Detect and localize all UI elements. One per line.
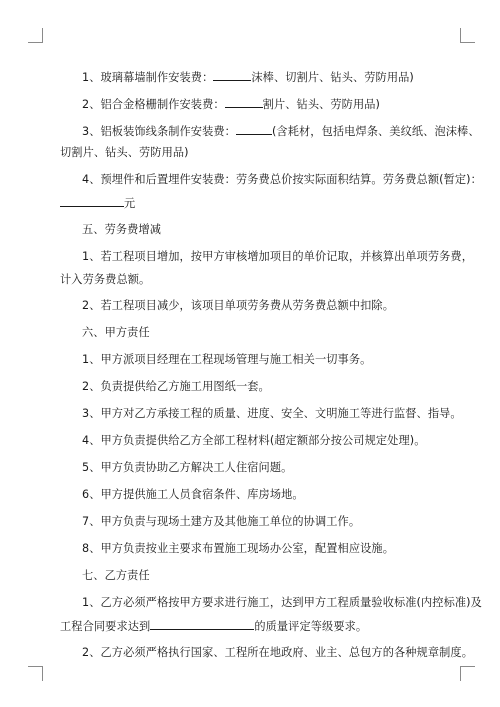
section-6-item-7: 7、甲方负责与现场土建方及其他施工单位的协调工作。 [82, 515, 361, 528]
fill-in-blank [213, 69, 251, 81]
section-6-item-8: 8、甲方负责按业主要求布置施工现场办公室，配置相应设施。 [82, 542, 394, 555]
fee-item-4: 4、预埋件和后置埋件安装费：劳务费总价按实际面积结算。劳务费总额(暂定)： [82, 173, 482, 186]
section-6-item-6: 6、甲方提供施工人员食宿条件、库房场地。 [82, 488, 304, 501]
fee-item-3-note: (含耗材，包括电焊条、美纹纸、泡沫棒、 [271, 125, 480, 138]
crop-mark-top-left [28, 28, 43, 43]
section-7-item-2: 2、乙方必须严格执行国家、工程所在地政府、业主、总包方的各种规章制度。 [82, 646, 473, 659]
section-7-item-1-pre: 工程合同要求达到 [60, 620, 151, 633]
fill-in-blank [60, 195, 124, 207]
section-heading-6: 六、甲方责任 [82, 326, 150, 339]
crop-mark-top-right [460, 28, 475, 43]
fee-item-3 [82, 123, 480, 140]
fill-in-blank [236, 123, 272, 135]
fill-in-blank [225, 96, 263, 108]
fee-item-1-note: 沫棒、切割片、钻头、劳防用品) [251, 71, 414, 84]
fee-item-2-note: 割片、钻头、劳防用品) [262, 98, 381, 111]
crop-mark-bottom-right [460, 666, 475, 681]
fee-total-unit: 元 [124, 197, 136, 210]
section-6-item-4: 4、甲方负责提供给乙方全部工程材料(超定额部分按公司规定处理)。 [82, 434, 426, 447]
section-6-item-5: 5、甲方负责协助乙方解决工人住宿问题。 [82, 461, 293, 474]
section-heading-5: 五、劳务费增减 [82, 223, 162, 236]
section-7-item-1: 1、乙方必须严格按甲方要求进行施工，达到甲方工程质量验收标准(内控标准)及 [82, 596, 482, 609]
crop-mark-bottom-left [28, 666, 43, 681]
section-6-item-2: 2、负责提供给乙方施工用图纸一套。 [82, 380, 270, 393]
fee-item-2 [82, 96, 452, 113]
section-6-item-3: 3、甲方对乙方承接工程的质量、进度、安全、文明施工等进行监督、指导。 [82, 407, 462, 420]
fee-item-3-label: 3、铝板装饰线条制作安装费： [82, 125, 236, 138]
section-6-item-1: 1、甲方派项目经理在工程现场管理与施工相关一切事务。 [82, 353, 372, 366]
section-7-item-1-continued [60, 618, 450, 635]
section-heading-7: 七、乙方责任 [82, 569, 150, 582]
fill-in-blank [150, 618, 254, 630]
section-5-item-2: 2、若工程项目减少，该项目单项劳务费从劳务费总额中扣除。 [82, 299, 394, 312]
section-5-item-1: 1、若工程项目增加，按甲方审核增加项目的单价记取，并核算出单项劳务费， [82, 250, 473, 263]
section-7-item-1-post: 的质量评定等级要求。 [254, 620, 368, 633]
fee-item-1-label: 1、玻璃幕墙制作安装费： [82, 71, 214, 84]
section-5-item-1-continued: 计入劳务费总额。 [60, 273, 151, 286]
fee-total-line [60, 195, 450, 212]
fee-item-1 [82, 69, 452, 86]
fee-item-3-continued: 切割片、钻头、劳防用品) [60, 146, 189, 159]
fee-item-2-label: 2、铝合金格栅制作安装费： [82, 98, 225, 111]
